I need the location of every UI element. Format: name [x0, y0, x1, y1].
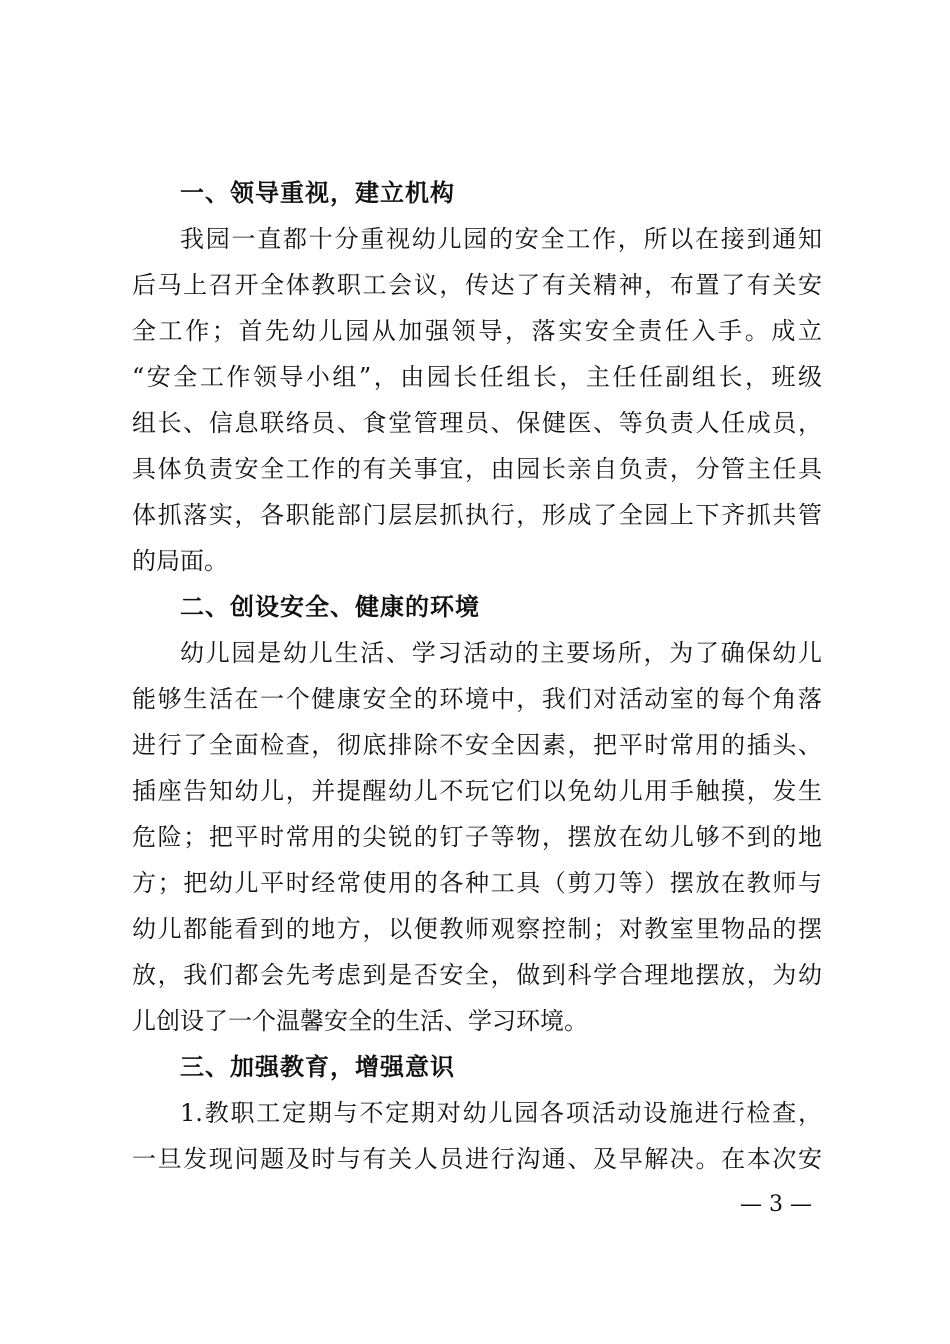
paragraph-line: 具体负责安全工作的有关事宜，由园长亲自负责，分管主任具 — [132, 455, 822, 483]
paragraph-line: 危险；把平时常用的尖锐的钉子等物，摆放在幼儿够不到的地 — [132, 823, 822, 851]
paragraph-line: 放，我们都会先考虑到是否安全，做到科学合理地摆放，为幼 — [132, 961, 822, 989]
paragraph-line: 儿创设了一个温馨安全的生活、学习环境。 — [132, 1007, 588, 1035]
paragraph-line: 体抓落实，各职能部门层层抓执行，形成了全园上下齐抓共管 — [132, 501, 822, 529]
section-heading-2: 二、创设安全、健康的环境 — [180, 593, 480, 621]
paragraph-line: 幼儿园是幼儿生活、学习活动的主要场所，为了确保幼儿 — [180, 639, 822, 667]
paragraph-line: 1.教职工定期与不定期对幼儿园各项活动设施进行检查， — [180, 1099, 822, 1127]
paragraph-line: 全工作；首先幼儿园从加强领导，落实安全责任入手。成立 — [132, 317, 822, 345]
paragraph-line: 组长、信息联络员、食堂管理员、保健医、等负责人任成员， — [132, 409, 822, 437]
paragraph-line: 方；把幼儿平时经常使用的各种工具（剪刀等）摆放在教师与 — [132, 869, 822, 897]
paragraph-line: 进行了全面检查，彻底排除不安全因素，把平时常用的插头、 — [132, 731, 822, 759]
paragraph-line: 我园一直都十分重视幼儿园的安全工作，所以在接到通知 — [180, 225, 822, 253]
paragraph-line: 一旦发现问题及时与有关人员进行沟通、及早解决。在本次安 — [132, 1145, 822, 1173]
section-heading-1: 一、领导重视，建立机构 — [180, 179, 455, 207]
paragraph-line: 后马上召开全体教职工会议，传达了有关精神，布置了有关安 — [132, 271, 822, 299]
page-number: — 3 — — [740, 1192, 812, 1217]
paragraph-line: 能够生活在一个健康安全的环境中，我们对活动室的每个角落 — [132, 685, 822, 713]
section-heading-3: 三、加强教育，增强意识 — [180, 1053, 455, 1081]
paragraph-line: “安全工作领导小组”，由园长任组长，主任任副组长，班级 — [132, 363, 822, 391]
section-2-paragraph — [132, 630, 822, 1044]
paragraph-line: 幼儿都能看到的地方，以便教师观察控制；对教室里物品的摆 — [132, 915, 822, 943]
section-1-paragraph — [132, 216, 822, 584]
document-body — [132, 170, 822, 1182]
section-3-paragraph — [132, 1090, 822, 1182]
paragraph-line: 的局面。 — [132, 547, 228, 575]
paragraph-line: 插座告知幼儿，并提醒幼儿不玩它们以免幼儿用手触摸，发生 — [132, 777, 822, 805]
